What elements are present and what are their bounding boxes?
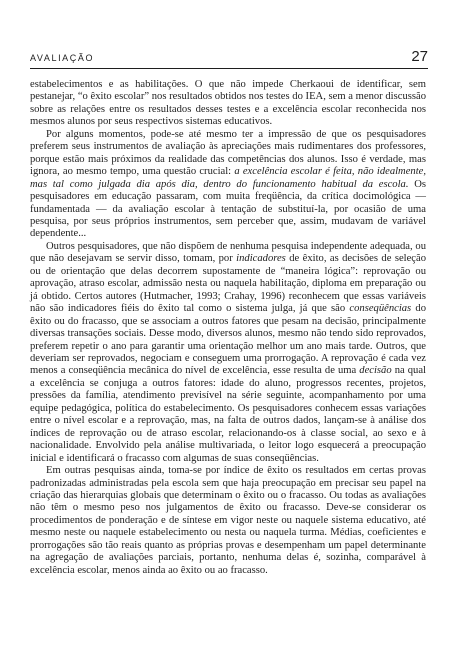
- paragraph-1: estabelecimentos e as habilitações. O que não impede Cherkaoui de identificar, sem pestanejar, “o êxito escolar” nos resultados obtidos nos testes do IEA, sem a menor discussão sobre as relações entre os resultados desses testes e a excelência escolar reconhecida nos mesmos alunos por seus respectivos sistemas educativos.: [30, 79, 426, 128]
- paragraph-2: [30, 129, 426, 241]
- paragraph-3-text-d: na qual a excelência se conjuga a outros fatores: idade do aluno, progressos recentes, projetos, pressões da família, atendimento previsível na série seguinte, acompanhamento por uma equipe pedagógica, política do estabelecimento. Os pesquisadores conhecem essas variações entre o nível escolar e a reprovação, mas, na falta de outros dados, lançam-se à análise dos índices de reprovação ou de atraso escolar, relacionando-os à classe social, ao sexo e à nacionalidade. Envolvido pela análise multivariada, o leitor logo esquecerá a preocupação inicial e identificará o fracasso com algumas de suas conseqüências.: [30, 365, 426, 464]
- paragraph-3: [30, 241, 426, 465]
- page-number: 27: [411, 48, 428, 65]
- header-rule: [30, 68, 428, 69]
- paragraph-3-emphasis-consequencias: conseqüências: [349, 303, 412, 315]
- paragraph-3-text-a: Outros pesquisadores, que não dispõem de nenhuma pesquisa independente adequada, ou que não desejavam se servir disso, tomam, por: [30, 240, 426, 265]
- running-title: AVALIAÇÃO: [30, 53, 95, 63]
- paragraph-3-emphasis-decisao: decisão: [359, 365, 392, 377]
- paragraph-3-text-c: do êxito ou do fracasso, que se associam a outros fatores que pesam na decisão, principalmente diversas transações sociais. Desse modo, diversos alunos, mesmo não tendo sido reprovados, preferem repetir o ano para garantir uma orientação melhor um ano mais tarde. Outros, que deveriam ser reprovados, negociam e conseguem uma prorrogação. A reprovação é cada vez menos a conseqüência mecânica do nível de excelência, esse resulta de uma: [30, 303, 426, 377]
- running-header: [30, 44, 428, 66]
- paragraph-2-text-a: Por alguns momentos, pode-se até mesmo ter a impressão de que os pesquisadores preferem seus instrumentos de avaliação às apreciações mais rudimentares dos professores, porque estão mais próximos da realidade das competências dos alunos. Isso é verdade, mas ignora, ao mesmo tempo, uma questão crucial:: [30, 128, 426, 178]
- paragraph-4: Em outras pesquisas ainda, toma-se por índice de êxito os resultados em certas provas padronizadas administradas pela escola sem que haja preocupação em precisar seu papel na criação das hierarquias globais que determinam o êxito ou o fracasso. Ou todas as avaliações não têm o mesmo peso nos julgamentos de êxito ou fracasso. Deve-se considerar os procedimentos de ponderação e de síntese em vigor neste ou naquele sistema educativo, até mesmo neste ou naquele estabelecimento ou nesta ou naquela turma. Médias, coeficientes e prorrogações são tão reais quanto as próprias provas e desempenham um papel determinante na agregação de avaliações parciais, portanto, nenhuma delas é, sozinha, comparável à excelência escolar, menos ainda ao êxito ou ao fracasso.: [30, 465, 426, 576]
- paragraph-3-emphasis-indicadores: indicadores: [236, 253, 286, 265]
- body-text: [30, 79, 426, 577]
- paragraph-2-emphasis: a excelência escolar é feita, não idealmente, mas tal como julgada dia após dia, dentro do funcionamento habitual da escola.: [30, 166, 427, 190]
- paragraph-3-text-b: de êxito, as decisões de seleção ou de orientação que delas decorrem supostamente de “maneira lógica”: reprovação ou aprovação, atraso escolar, admissão nesta ou naquela habilitação, diploma em preparação ou já obtido. Certos autores (Hutmacher, 1993; Crahay, 1996) reconhecem que essas variáveis não são indicadores fiéis do êxito tal como o sistema julga, já que são: [30, 253, 426, 315]
- paragraph-2-text-b: Os pesquisadores em educação passaram, com muita freqüência, da crítica docimológica — fundamentada — da avaliação escolar à tentação de substituí-la, por ocasião de uma pesquisa, por seus próprios instrumentos, sem perceber que, assim, mudavam de variável dependente...: [30, 178, 427, 240]
